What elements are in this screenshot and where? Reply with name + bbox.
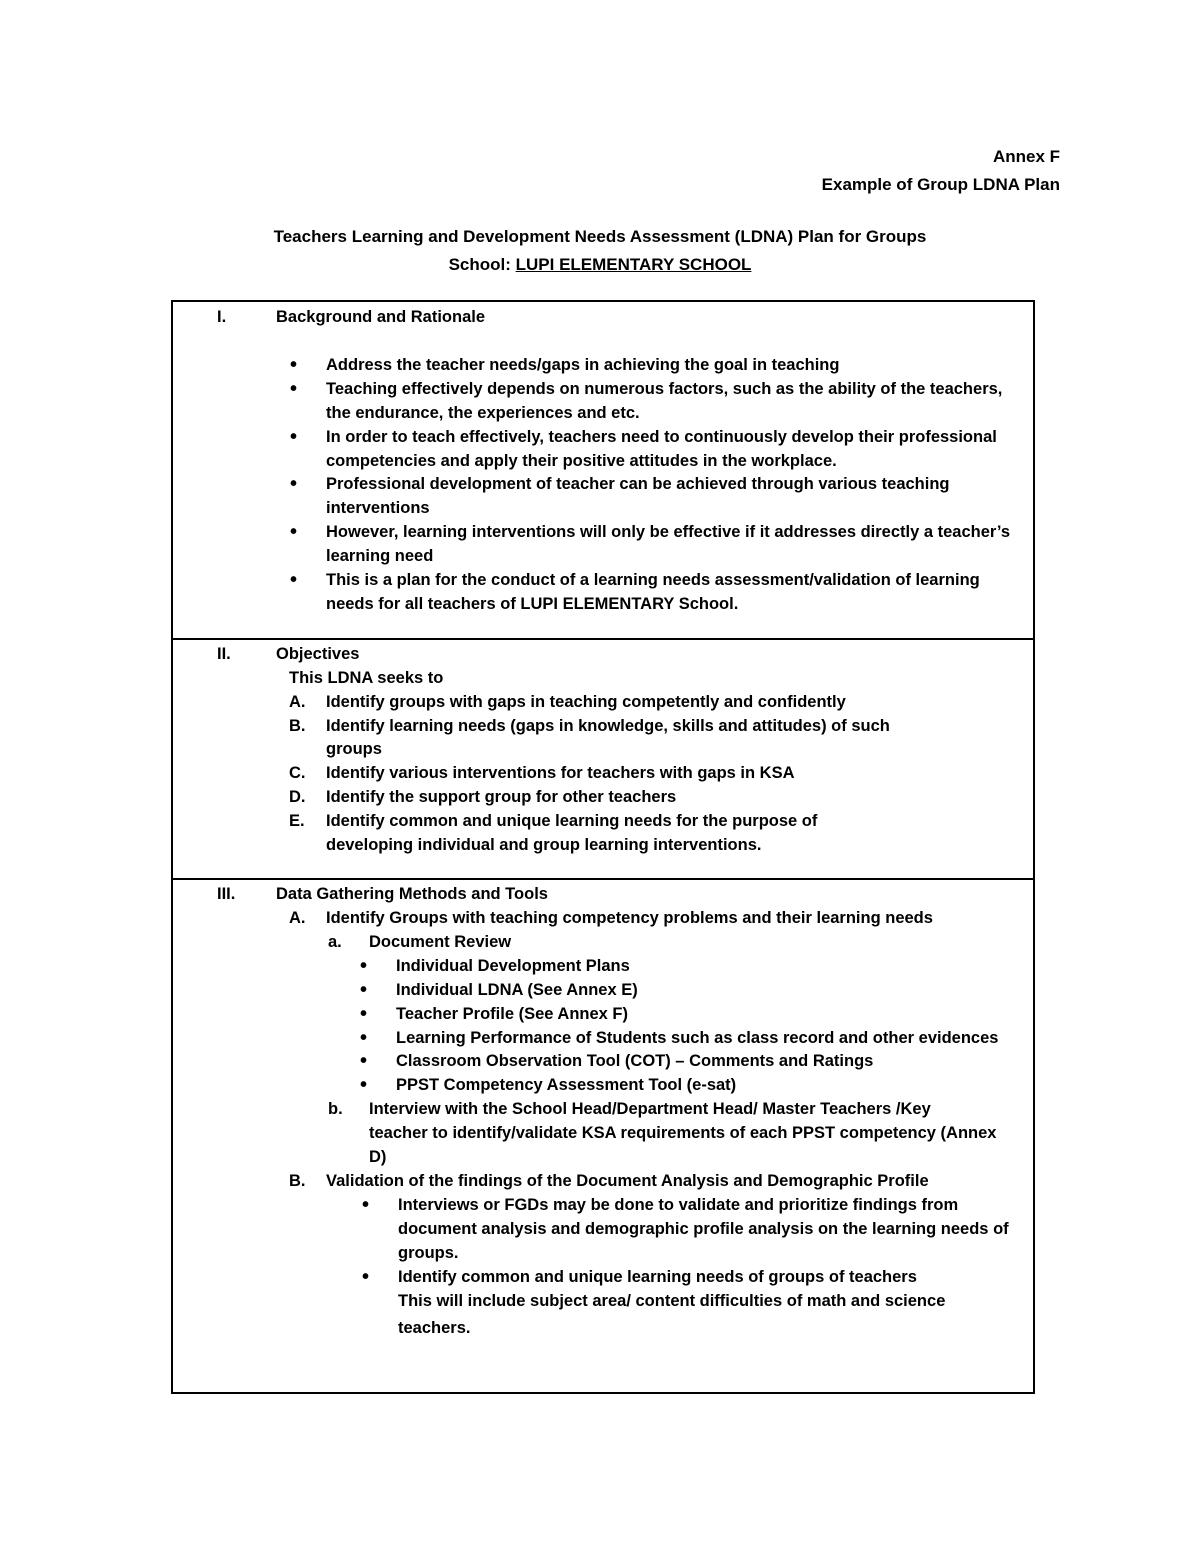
list-item-cont: This will include subject area/ content difficulties of math and science [398,1292,946,1310]
item-letter: D. [289,788,306,806]
list-item: Identify Groups with teaching competency problems and their learning needs [326,909,933,927]
objectives-intro: This LDNA seeks to [289,669,444,687]
list-item: Identify common and unique learning needs for the purpose of [326,812,818,830]
list-item-cont: groups. [398,1244,459,1262]
list-item: • Individual LDNA (See Annex E) [396,978,638,1002]
section-number: II. [217,645,231,663]
list-item: • Teaching effectively depends on numerous factors, such as the ability of the teachers, [326,377,1002,401]
list-item: • Professional development of teacher can be achieved through various teaching [326,472,950,496]
school-line [0,251,1200,279]
section-heading: Data Gathering Methods and Tools [276,885,548,903]
annex-label: Annex F [992,147,1060,166]
list-item: • Interviews or FGDs may be done to validate and prioritize findings from [398,1193,958,1217]
item-letter: A. [289,909,306,927]
list-item: • This is a plan for the conduct of a learning needs assessment/validation of learning [326,568,980,592]
list-item: • In order to teach effectively, teachers need to continuously develop their professional [326,425,997,449]
annex-subtitle: Example of Group LDNA Plan [821,175,1060,194]
section-objectives [173,638,1033,880]
list-item: • PPST Competency Assessment Tool (e-sat) [396,1073,736,1097]
section-heading: Background and Rationale [276,308,486,326]
list-item-cont: groups [326,740,382,758]
list-item: • Individual Development Plans [396,954,630,978]
item-letter: E. [289,812,305,830]
document-title: Teachers Learning and Development Needs Assessment (LDNA) Plan for Groups [273,227,927,246]
item-letter: B. [289,717,306,735]
school-label: School: [448,255,516,274]
list-item-cont: interventions [326,499,430,517]
list-item: • However, learning interventions will only be effective if it addresses directly a teacher’s [326,520,1010,544]
list-item-cont: developing individual and group learning interventions. [326,836,762,854]
section-number: III. [217,885,236,903]
list-item-cont: learning need [326,547,434,565]
list-item: Interview with the School Head/Department Head/ Master Teachers /Key [369,1100,931,1118]
list-item: • Learning Performance of Students such as class record and other evidences [396,1026,998,1050]
list-item: • Teacher Profile (See Annex F) [396,1002,628,1026]
list-item-cont: the endurance, the experiences and etc. [326,404,640,422]
section-background [173,302,1033,638]
list-item-cont: competencies and apply their positive attitudes in the workplace. [326,452,837,470]
list-item: • Address the teacher needs/gaps in achieving the goal in teaching [326,353,839,377]
school-name: LUPI ELEMENTARY SCHOOL [515,255,752,274]
item-letter: b. [328,1100,343,1118]
list-item-cont: document analysis and demographic profile analysis on the learning needs of [398,1220,1009,1238]
list-item: Identify groups with gaps in teaching competently and confidently [326,693,846,711]
item-letter: B. [289,1172,306,1190]
item-letter: A. [289,693,306,711]
plan-table [171,300,1035,1394]
item-letter: C. [289,764,306,782]
list-item-cont: teachers. [398,1319,471,1337]
item-letter: a. [328,933,342,951]
list-item: Document Review [369,933,512,951]
list-item: Identify learning needs (gaps in knowledge, skills and attitudes) of such [326,717,890,735]
list-item: Identify various interventions for teachers with gaps in KSA [326,764,795,782]
section-data-gathering [173,878,1033,1394]
list-item: • Classroom Observation Tool (COT) – Comments and Ratings [396,1049,873,1073]
list-item-cont: needs for all teachers of LUPI ELEMENTARY School. [326,595,739,613]
list-item: • Identify common and unique learning needs of groups of teachers [398,1265,917,1289]
section-number: I. [217,308,227,326]
section-heading: Objectives [276,645,360,663]
list-item-cont: teacher to identify/validate KSA requirements of each PPST competency (Annex [369,1124,997,1142]
list-item: Validation of the findings of the Document Analysis and Demographic Profile [326,1172,929,1190]
list-item: Identify the support group for other teachers [326,788,677,806]
list-item-cont: D) [369,1148,387,1166]
